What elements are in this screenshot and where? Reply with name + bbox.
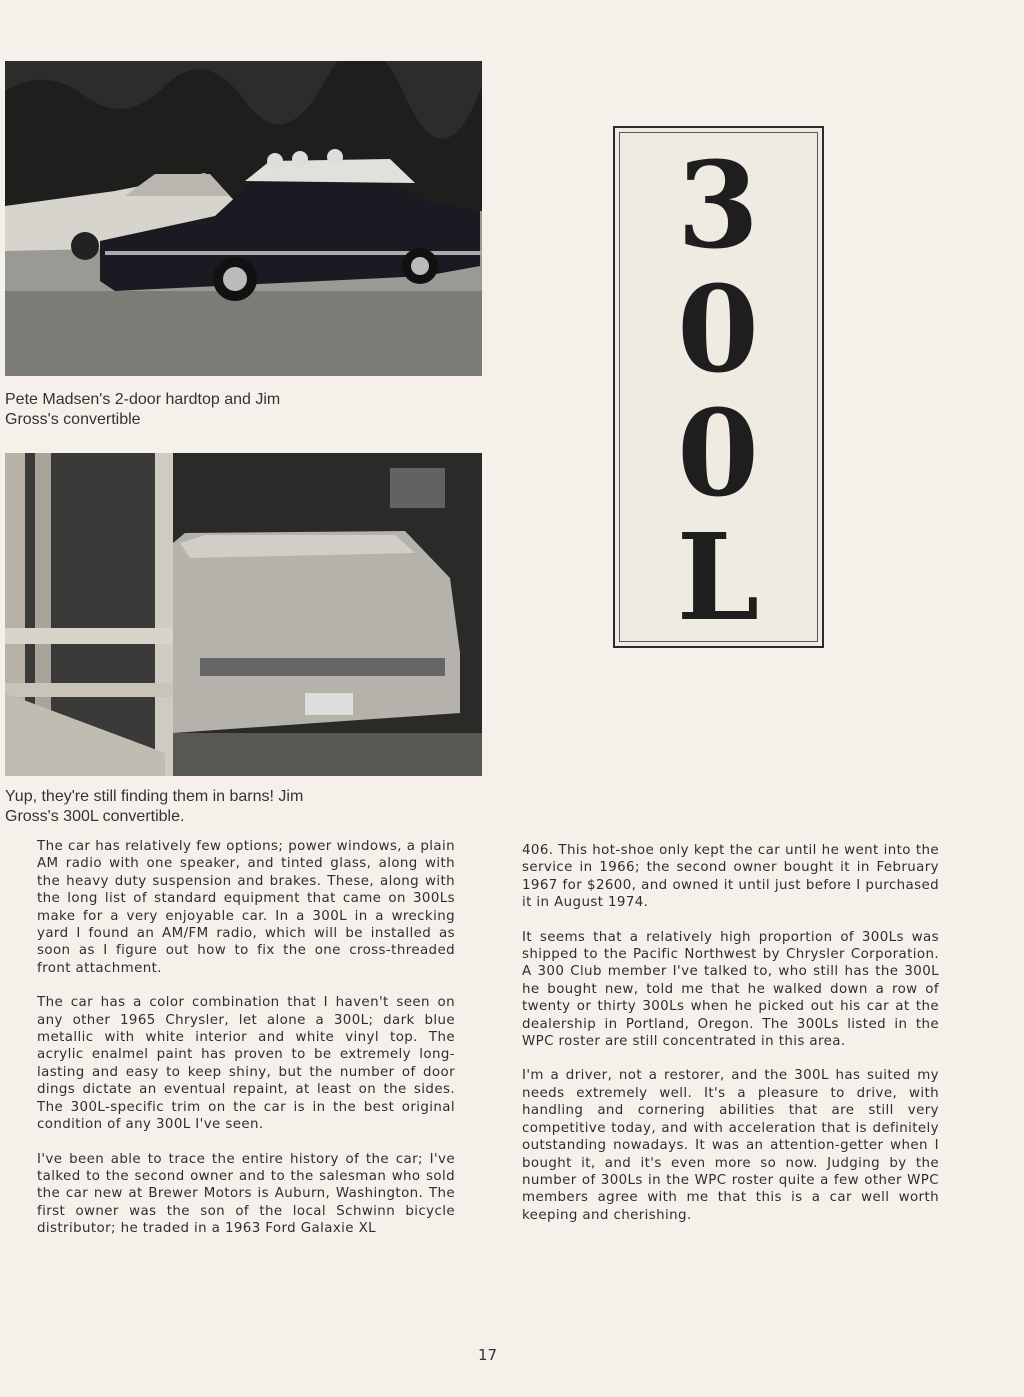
paragraph-color: The car has a color combination that I haven't seen on any other 1965 Chrysler, let alone a 300L; dark blue metallic with white interior and white vinyl top. The acrylic enalmel paint has proven to be extremely long-lasting and easy to keep shiny, but the number of door dings dictate an eventual repaint, at least on the sides. The 300L-specific trim on the car is in the best original condition of any 300L I've seen.	[37, 995, 455, 1133]
page-number: 17	[478, 1346, 498, 1364]
photo-cars-outdoor	[5, 61, 482, 376]
article-left-column	[37, 838, 455, 1255]
title-glyph-0-first: 0	[677, 259, 759, 400]
paragraph-history: I've been able to trace the entire history of the car; I've talked to the second owner and to the salesman who sold the car new at Brewer Motors is Auburn, Washington. The first owner was the son of the local Schwinn bicycle distributor; he traded in a 1963 Ford Galaxie XL	[37, 1151, 455, 1237]
paragraph-northwest: It seems that a relatively high proportion of 300Ls was shipped to the Pacific Northwest by Chrysler Corporation. A 300 Club member I've talked to, who still has the 300L he bought new, told me that he walked down a row of twenty or thirty 300Ls when he picked out his car at the dealership in Portland, Oregon. The 300Ls listed in the WPC roster are still concentrated in this area.	[522, 929, 939, 1050]
title-inner-frame	[619, 132, 818, 642]
photo-car-in-barn	[5, 453, 482, 776]
car-in-barn-photo-icon	[5, 453, 482, 776]
title-glyph-l: L	[676, 507, 760, 641]
paragraph-driver: I'm a driver, not a restorer, and the 300L has suited my needs extremely well. It's a pleasure to drive, with handling and cornering abilities that are still very competitive today, and with acceleration that is definitely outstanding nowadays. It was an attention-getter when I bought it, and it's even more so now. Judging by the number of 300Ls in the WPC roster quite a few other WPC members agree with me that this is a car well worth keeping and cherishing.	[522, 1068, 939, 1223]
photo-caption-2: Yup, they're still finding them in barns! Jim Gross's 300L convertible.	[5, 788, 304, 825]
title-glyph-0-second: 0	[677, 383, 759, 524]
photo-caption-1: Pete Madsen's 2-door hardtop and Jim Gross's convertible	[5, 391, 281, 428]
paragraph-options: The car has relatively few options; power windows, a plain AM radio with one speaker, and tinted glass, along with the heavy duty suspension and brakes. These, along with the long list of standard equipment that came on 300Ls make for a very enjoyable car. In a 300L in a wrecking yard I found an AM/FM radio, which will be installed as soon as I figure out how to fix the one cross-threaded front attachment.	[37, 839, 455, 976]
title-glyph-3: 3	[677, 135, 759, 276]
title-300l-graphic	[620, 133, 817, 641]
paragraph-owners: 406. This hot-shoe only kept the car until he went into the service in 1966; the second owner bought it in February 1967 for $2600, and owned it until just before I purchased it in August 1974.	[522, 843, 939, 911]
title-box-300l	[613, 126, 824, 648]
cars-outdoor-photo-icon	[5, 61, 482, 376]
article-right-column	[522, 842, 939, 1241]
